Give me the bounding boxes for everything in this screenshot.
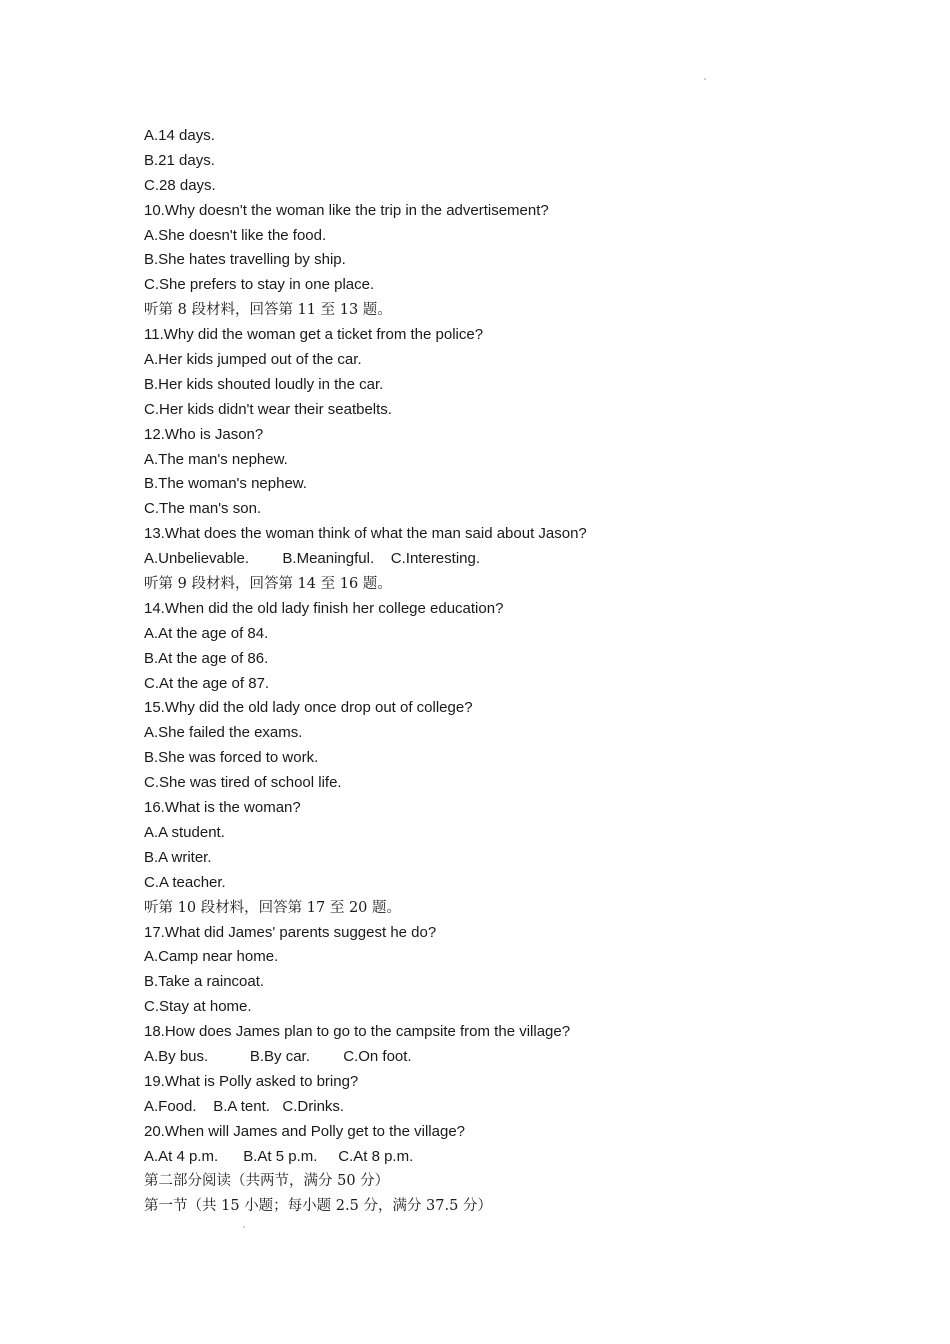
answer-option: B.She hates travelling by ship. [144, 251, 346, 269]
section-instruction: 第二部分阅读（共两节，满分 50 分） [144, 1173, 390, 1190]
answer-option: B.She was forced to work. [144, 749, 319, 767]
answer-option: A.Her kids jumped out of the car. [144, 351, 362, 369]
question-text: 18.How does James plan to go to the campsite from the village? [144, 1023, 571, 1041]
section-instruction: 第一节（共 15 小题；每小题 2.5 分，满分 37.5 分） [144, 1198, 492, 1215]
answer-option: B.Take a raincoat. [144, 973, 265, 991]
answer-option: C.Stay at home. [144, 998, 252, 1016]
answer-option: C.Her kids didn't wear their seatbelts. [144, 400, 392, 418]
answer-option: A.The man's nephew. [144, 450, 288, 468]
question-text: 16.What is the woman? [144, 799, 301, 817]
answer-option: A.By bus. B.By car. C.On foot. [144, 1047, 412, 1065]
answer-option: B.At the age of 86. [144, 649, 269, 667]
answer-option: A.A student. [144, 823, 225, 841]
question-text: 15.Why did the old lady once drop out of college? [144, 699, 473, 717]
question-text: 14.When did the old lady finish her college education? [144, 599, 504, 617]
answer-option: C.At the age of 87. [144, 674, 270, 692]
question-text: 10.Why doesn't the woman like the trip in the advertisement? [144, 201, 549, 219]
answer-option: C.The man's son. [144, 500, 262, 518]
section-instruction: 听第 10 段材料，回答第 17 至 20 题。 [144, 899, 402, 916]
answer-option: C.28 days. [144, 176, 216, 194]
question-text: 20.When will James and Polly get to the village? [144, 1122, 466, 1140]
question-text: 11.Why did the woman get a ticket from the police? [144, 326, 484, 344]
question-text: 19.What is Polly asked to bring? [144, 1072, 359, 1090]
document-body [144, 124, 844, 1219]
answer-option: A.Unbelievable. B.Meaningful. C.Interesting. [144, 550, 481, 568]
answer-option: A.She doesn't like the food. [144, 226, 327, 244]
answer-option: A.At 4 p.m. B.At 5 p.m. C.At 8 p.m. [144, 1147, 414, 1165]
answer-option: C.She was tired of school life. [144, 774, 342, 792]
question-text: 12.Who is Jason? [144, 425, 264, 443]
answer-option: A.Food. B.A tent. C.Drinks. [144, 1097, 345, 1115]
speck-mark [704, 78, 706, 80]
answer-option: A.She failed the exams. [144, 724, 303, 742]
section-instruction: 听第 9 段材料，回答第 14 至 16 题。 [144, 576, 392, 593]
speck-mark [243, 1226, 245, 1228]
answer-option: C.A teacher. [144, 873, 226, 891]
question-text: 17.What did James' parents suggest he do? [144, 923, 437, 941]
answer-option: A.Camp near home. [144, 948, 279, 966]
answer-option: B.Her kids shouted loudly in the car. [144, 375, 384, 393]
answer-option: A.14 days. [144, 127, 215, 144]
question-text: 13.What does the woman think of what the man said about Jason? [144, 525, 587, 543]
section-instruction: 听第 8 段材料，回答第 11 至 13 题。 [144, 302, 392, 319]
answer-option: B.The woman's nephew. [144, 475, 307, 493]
answer-option: C.She prefers to stay in one place. [144, 276, 375, 294]
answer-option: A.At the age of 84. [144, 624, 269, 642]
answer-option: B.A writer. [144, 848, 212, 866]
answer-option: B.21 days. [144, 151, 215, 169]
